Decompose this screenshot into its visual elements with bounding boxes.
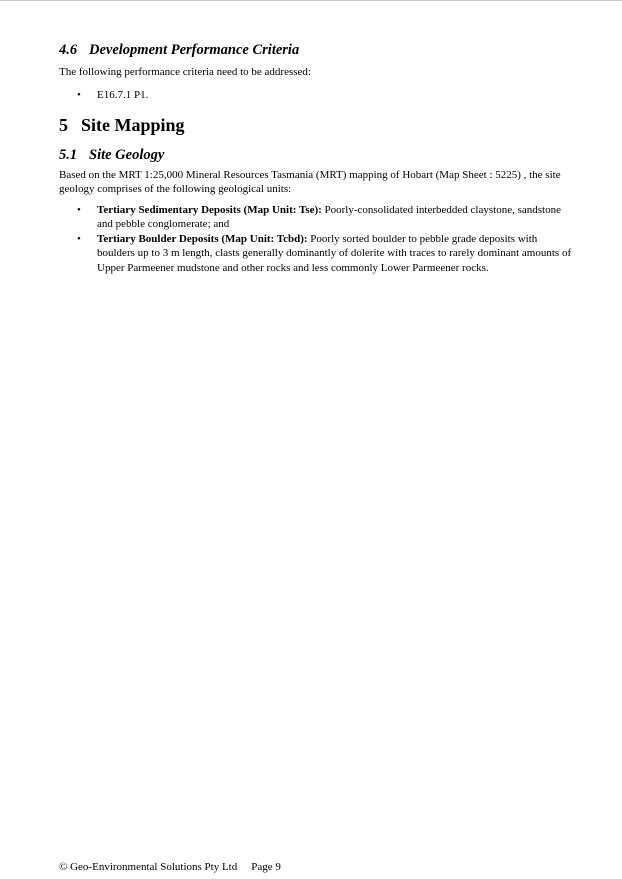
heading-5-title: Site Mapping	[81, 114, 185, 135]
heading-5-1-number: 5.1	[59, 146, 78, 163]
list-item	[59, 232, 577, 276]
bullet-glyph: •	[77, 89, 81, 101]
list-item-term: Tertiary Sedimentary Deposits (Map Unit: Tse):	[97, 203, 322, 216]
page-top-rule	[0, 0, 622, 1]
heading-5	[59, 114, 577, 136]
heading-4-6	[59, 41, 577, 59]
heading-4-6-number: 4.6	[59, 42, 78, 58]
paragraph-5-1-intro: Based on the MRT 1:25,000 Mineral Resources Tasmania (MRT) mapping of Hobart (Map Sheet : 5225) , the site geology comprises of the following geological units:	[59, 168, 561, 195]
heading-4-6-title: Development Performance Criteria	[89, 42, 300, 58]
list-item	[59, 88, 577, 103]
bullet-glyph: •	[77, 232, 81, 245]
heading-5-1	[59, 146, 577, 164]
list-item-text: E16.7.1 P1.	[97, 89, 149, 101]
footer-copyright: © Geo-Environmental Solutions Pty Ltd	[59, 861, 238, 873]
list-item-text: Poorly sorted boulder to pebble grade deposits with boulders up to 3 m length, clasts generally dominantly of dolerite with traces to rarely dominant amounts of Upper Parmeener mudstone and other rocks and less commonly Lower Parmeener rocks.	[97, 232, 572, 274]
document-body	[59, 41, 577, 275]
paragraph-4-6-intro: The following performance criteria need to be addressed:	[59, 66, 311, 78]
footer-page-number: Page 9	[251, 861, 281, 873]
heading-5-number: 5	[59, 114, 68, 135]
list-5-1	[59, 203, 577, 276]
list-item-term: Tertiary Boulder Deposits (Map Unit: Tcbd):	[97, 232, 308, 245]
list-item-text: Poorly-consolidated interbedded claystone, sandstone and pebble conglomerate; and	[97, 203, 561, 230]
bullet-glyph: •	[77, 203, 81, 216]
heading-5-1-title: Site Geology	[89, 146, 165, 163]
list-4-6	[59, 88, 577, 103]
list-item	[59, 203, 577, 232]
page-footer	[59, 860, 281, 874]
